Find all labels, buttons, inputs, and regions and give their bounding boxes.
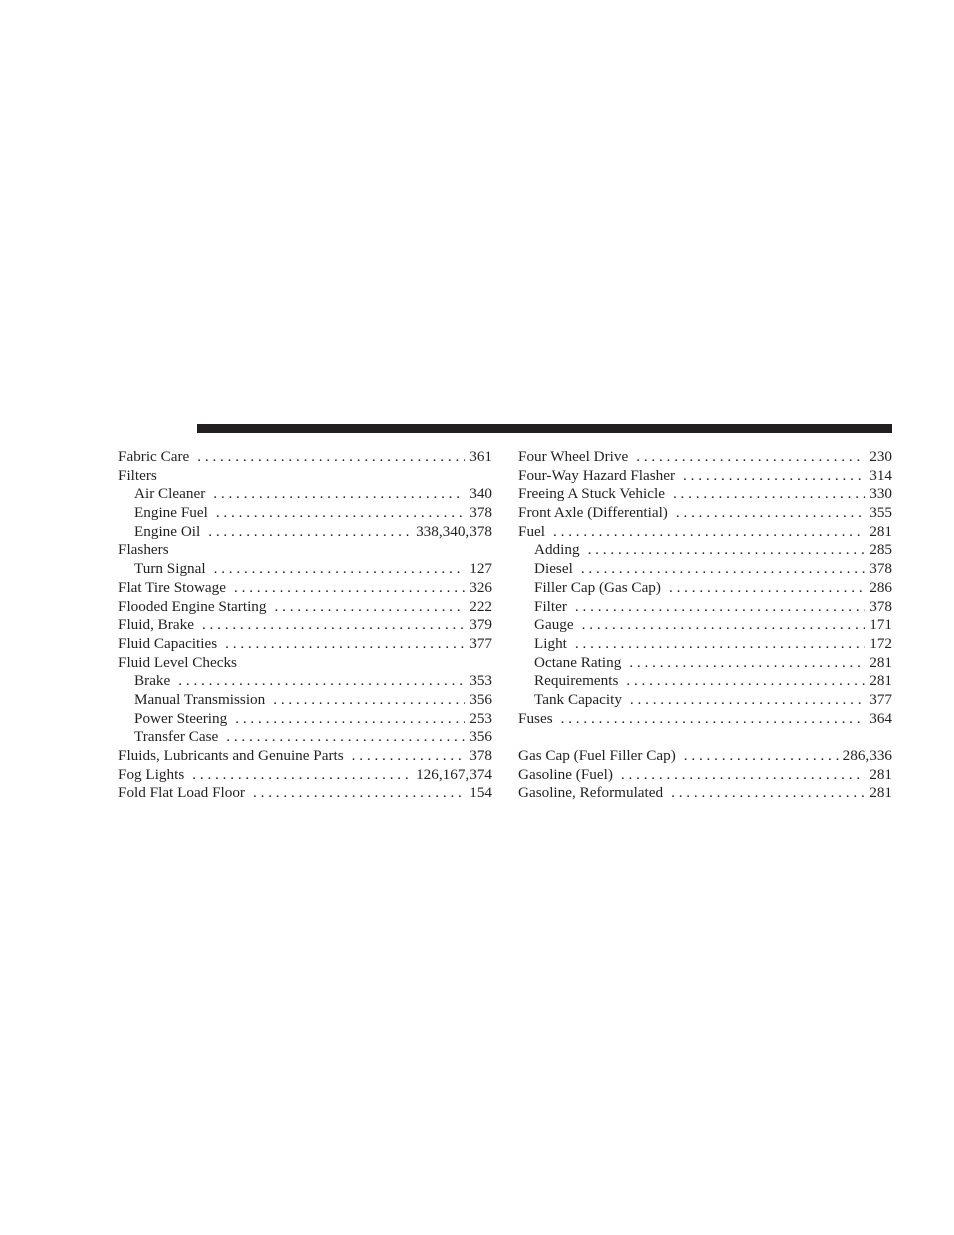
index-term: Power Steering (134, 709, 228, 727)
index-subentry (518, 616, 892, 635)
page-number: 355 (869, 504, 892, 522)
page-number: 222 (469, 597, 492, 615)
dot-leader (202, 616, 465, 635)
index-entry (518, 747, 892, 766)
index-term: Fuel (518, 522, 546, 540)
dot-leader (575, 635, 865, 654)
index-entry (118, 467, 492, 486)
index-subentry (518, 541, 892, 560)
dot-leader (669, 579, 865, 598)
dot-leader (197, 448, 465, 467)
dot-leader (683, 467, 865, 486)
index-entry (118, 784, 492, 803)
index-term: Engine Oil (134, 522, 201, 540)
page-number: 127 (469, 560, 492, 578)
index-entry (518, 784, 892, 803)
page-number: 281 (869, 784, 892, 802)
index-subentry (518, 654, 892, 673)
dot-leader (588, 541, 866, 560)
index-entry (118, 747, 492, 766)
page-number: 356 (469, 690, 492, 708)
index-entry (518, 485, 892, 504)
index-entry (518, 766, 892, 785)
index-term: Fluids, Lubricants and Genuine Parts (118, 747, 344, 764)
index-term: Fabric Care (118, 448, 190, 465)
dot-leader (630, 691, 865, 710)
index-term: Brake (134, 672, 171, 690)
dot-leader (636, 448, 865, 467)
index-subentry (118, 728, 492, 747)
page-number: 154 (469, 784, 492, 802)
page-number: 377 (469, 634, 492, 652)
page-number: 378 (869, 597, 892, 615)
page-number: 281 (869, 653, 892, 671)
dot-leader (352, 747, 466, 766)
index-subentry (118, 560, 492, 579)
index-term: Air Cleaner (134, 485, 206, 503)
index-entry (518, 467, 892, 486)
index-term: Gas Cap (Fuel Filler Cap) (518, 747, 676, 764)
dot-leader (676, 504, 865, 523)
index-term: Octane Rating (534, 653, 622, 671)
dot-leader (213, 485, 465, 504)
index-spacer (518, 728, 892, 747)
index-entry (118, 579, 492, 598)
index-entry (518, 448, 892, 467)
dot-leader (214, 560, 466, 579)
page-number: 378 (469, 504, 492, 522)
index-term: Fog Lights (118, 765, 185, 783)
index-term: Four-Way Hazard Flasher (518, 466, 676, 484)
index-term: Filter (534, 597, 567, 615)
index-term: Fold Flat Load Floor (118, 784, 245, 802)
index-entry (118, 766, 492, 785)
index-entry (518, 710, 892, 729)
index-column-right (518, 448, 892, 803)
index-subentry (118, 672, 492, 691)
dot-leader (575, 598, 865, 617)
index-entry (118, 448, 492, 467)
dot-leader (253, 784, 465, 803)
index-term: Fluid, Brake (118, 616, 194, 634)
index-term: Adding (534, 541, 580, 559)
index-entry (518, 523, 892, 542)
page-number: 285 (869, 541, 892, 559)
index-entry (118, 616, 492, 635)
index-subentry (518, 560, 892, 579)
dot-leader (671, 784, 865, 803)
index-term: Four Wheel Drive (518, 448, 629, 465)
index-subentry (518, 598, 892, 617)
index-term: Turn Signal (134, 560, 206, 578)
page-number: 379 (469, 616, 492, 634)
dot-leader (684, 747, 839, 766)
index-subentry (118, 710, 492, 729)
index-subentry (518, 635, 892, 654)
page-number: 281 (869, 672, 892, 690)
index-entry (118, 598, 492, 617)
index-column-left (118, 448, 492, 803)
dot-leader (275, 598, 466, 617)
index-term: Manual Transmission (134, 690, 266, 708)
page-number: 281 (869, 522, 892, 540)
index-subentry (118, 691, 492, 710)
page-number: 286 (869, 578, 892, 596)
index-term: Flat Tire Stowage (118, 578, 227, 596)
dot-leader (581, 560, 865, 579)
index-term: Tank Capacity (534, 690, 622, 708)
index-subentry (518, 672, 892, 691)
dot-leader (225, 635, 465, 654)
index-subentry (518, 691, 892, 710)
dot-leader (234, 579, 465, 598)
page-number: 286,336 (842, 747, 892, 764)
index-term: Transfer Case (134, 728, 219, 746)
index-term: Front Axle (Differential) (518, 504, 668, 522)
page-number: 361 (469, 448, 492, 465)
index-term: Fluid Capacities (118, 634, 218, 652)
index-subentry (118, 504, 492, 523)
dot-leader (561, 710, 866, 729)
index-term: Gasoline, Reformulated (518, 784, 664, 802)
dot-leader (178, 672, 465, 691)
page-number: 356 (469, 728, 492, 746)
dot-leader (582, 616, 866, 635)
dot-leader (673, 485, 865, 504)
dot-leader (621, 766, 865, 785)
index-term: Fluid Level Checks (118, 653, 237, 671)
page-number: 353 (469, 672, 492, 690)
page-number: 377 (869, 690, 892, 708)
page-number: 171 (869, 616, 892, 634)
dot-leader (192, 766, 412, 785)
index-term: Freeing A Stuck Vehicle (518, 485, 665, 503)
dot-leader (553, 523, 865, 542)
index-term: Requirements (534, 672, 619, 690)
index-subentry (118, 523, 492, 542)
index-entry (118, 654, 492, 673)
page-number: 314 (869, 466, 892, 484)
header-rule (197, 424, 892, 433)
page-number: 338,340,378 (416, 522, 492, 540)
index-term: Gauge (534, 616, 574, 634)
index-term: Gasoline (Fuel) (518, 765, 613, 783)
dot-leader (235, 710, 465, 729)
index-term: Filler Cap (Gas Cap) (534, 578, 661, 596)
page-number: 330 (869, 485, 892, 503)
page-number: 230 (869, 448, 892, 465)
page-number: 364 (869, 709, 892, 727)
page-number: 378 (469, 747, 492, 764)
page-number: 172 (869, 634, 892, 652)
page-number: 340 (469, 485, 492, 503)
dot-leader (629, 654, 865, 673)
index-term: Engine Fuel (134, 504, 208, 522)
index-term: Flashers (118, 541, 169, 559)
index-term: Diesel (534, 560, 573, 578)
index-subentry (518, 579, 892, 598)
index-entry (118, 635, 492, 654)
page-number: 253 (469, 709, 492, 727)
index-term: Fuses (518, 709, 553, 727)
dot-leader (273, 691, 465, 710)
page-number: 126,167,374 (416, 765, 492, 783)
index-term: Light (534, 634, 567, 652)
page-number: 378 (869, 560, 892, 578)
index-entry (518, 504, 892, 523)
index-term: Flooded Engine Starting (118, 597, 267, 615)
index-entry (118, 541, 492, 560)
dot-leader (216, 504, 465, 523)
dot-leader (226, 728, 465, 747)
dot-leader (626, 672, 865, 691)
index-term: Filters (118, 466, 157, 484)
page-number: 281 (869, 765, 892, 783)
page-number: 326 (469, 578, 492, 596)
dot-leader (208, 523, 412, 542)
index-subentry (118, 485, 492, 504)
